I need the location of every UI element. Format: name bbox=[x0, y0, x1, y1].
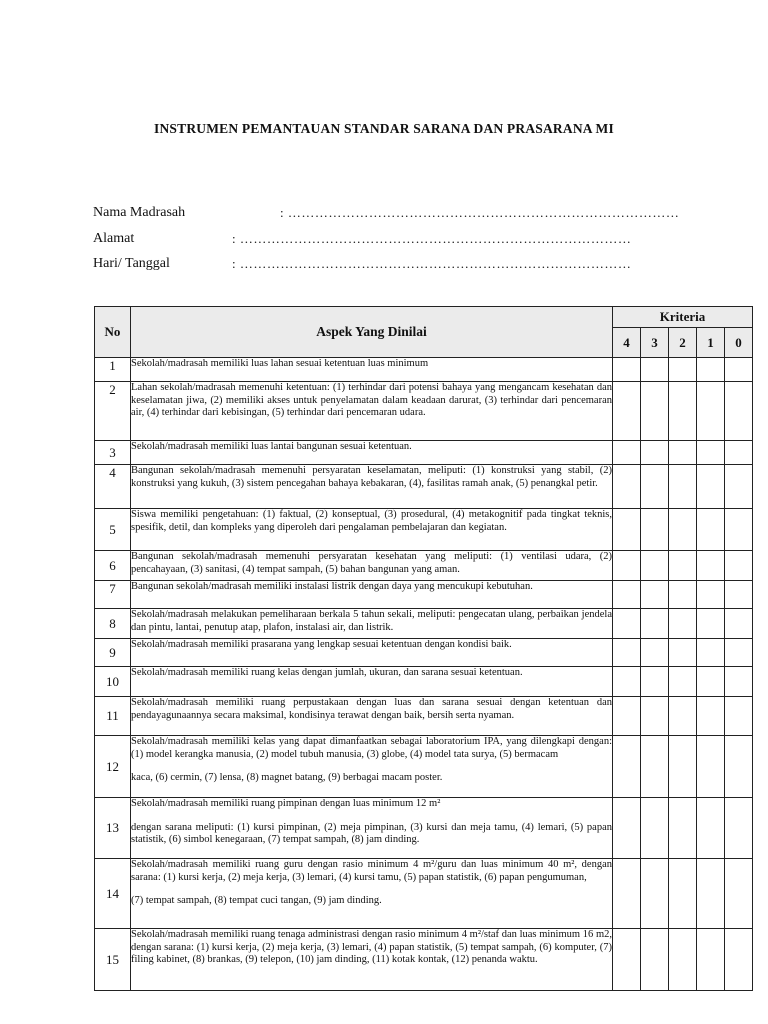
aspect-paragraph: Sekolah/madrasah memiliki luas lahan sesuai ketentuan luas minimum bbox=[131, 358, 429, 369]
field-label: Hari/ Tanggal bbox=[93, 256, 170, 271]
score-cell[interactable] bbox=[725, 509, 753, 551]
aspect-text bbox=[131, 509, 613, 551]
score-cell[interactable] bbox=[613, 382, 641, 441]
score-cell[interactable] bbox=[725, 798, 753, 859]
score-cell[interactable] bbox=[613, 465, 641, 509]
score-cell[interactable] bbox=[725, 441, 753, 465]
aspect-text bbox=[131, 697, 613, 736]
aspect-text bbox=[131, 609, 613, 639]
row-number: 6 bbox=[95, 551, 131, 581]
score-cell[interactable] bbox=[641, 551, 669, 581]
header-no: No bbox=[95, 307, 131, 358]
score-cell[interactable] bbox=[641, 798, 669, 859]
score-cell[interactable] bbox=[725, 581, 753, 609]
aspect-paragraph: (7) tempat sampah, (8) tempat cuci tangan, (9) jam dinding. bbox=[131, 895, 382, 906]
score-cell[interactable] bbox=[669, 667, 697, 697]
row-number: 10 bbox=[95, 667, 131, 697]
field-blank-line[interactable]: : …………………………………………………………………………… bbox=[232, 256, 632, 271]
aspect-text bbox=[131, 358, 613, 382]
score-cell[interactable] bbox=[697, 798, 725, 859]
score-cell[interactable] bbox=[697, 736, 725, 798]
aspect-text bbox=[131, 667, 613, 697]
field-label: Alamat bbox=[93, 231, 135, 246]
document-title: INSTRUMEN PEMANTAUAN STANDAR SARANA DAN PRASARANA MI bbox=[154, 121, 614, 136]
aspect-text bbox=[131, 798, 613, 859]
score-cell[interactable] bbox=[669, 798, 697, 859]
aspect-text bbox=[131, 736, 613, 798]
aspect-paragraph: kaca, (6) cermin, (7) lensa, (8) magnet batang, (9) berbagai macam poster. bbox=[131, 772, 443, 783]
aspect-paragraph: Sekolah/madrasah memiliki ruang tenaga administrasi dengan rasio minimum 4 m²/staf dan luas minimum 16 m2, dengan sarana: (1) kursi kerja, (2) meja kerja, (3) lemari, (4) papan statistik, (5) tempat sampah, (6) komputer, (7) filing kabinet, (8) brankas, (9) telepon, (10) jam dinding, (11) kotak kontak, (12) penanda waktu. bbox=[131, 929, 612, 965]
row-number: 9 bbox=[95, 639, 131, 667]
score-cell[interactable] bbox=[669, 736, 697, 798]
score-cell[interactable] bbox=[613, 736, 641, 798]
table-row bbox=[95, 697, 753, 736]
row-number: 12 bbox=[95, 736, 131, 798]
score-cell[interactable] bbox=[641, 581, 669, 609]
score-cell[interactable] bbox=[641, 465, 669, 509]
score-cell[interactable] bbox=[697, 358, 725, 382]
field-label: Nama Madrasah bbox=[93, 205, 186, 220]
score-cell[interactable] bbox=[697, 929, 725, 991]
row-number: 7 bbox=[95, 581, 131, 609]
header-kriteria-level: 4 bbox=[613, 328, 641, 358]
row-number: 15 bbox=[95, 929, 131, 991]
score-cell[interactable] bbox=[641, 859, 669, 929]
score-cell[interactable] bbox=[669, 581, 697, 609]
row-number: 4 bbox=[95, 465, 131, 509]
aspect-paragraph: Sekolah/madrasah memiliki ruang kelas dengan jumlah, ukuran, dan sarana sesuai ketentuan. bbox=[131, 667, 523, 678]
score-cell[interactable] bbox=[697, 581, 725, 609]
score-cell[interactable] bbox=[613, 509, 641, 551]
aspect-paragraph: Sekolah/madrasah memiliki kelas yang dapat dimanfaatkan sebagai laboratorium IPA, yang dilengkapi dengan: (1) model kerangka manusia, (2) model tubuh manusia, (3) globe, (4) model tata surya, (5) bermacam bbox=[131, 736, 612, 760]
score-cell[interactable] bbox=[613, 859, 641, 929]
score-cell[interactable] bbox=[697, 441, 725, 465]
score-cell[interactable] bbox=[697, 667, 725, 697]
header-kriteria-level: 2 bbox=[669, 328, 697, 358]
aspect-paragraph: Sekolah/madrasah memiliki prasarana yang lengkap sesuai ketentuan dengan kondisi baik. bbox=[131, 639, 512, 650]
row-number: 1 bbox=[95, 358, 131, 382]
table-row bbox=[95, 859, 753, 929]
row-number: 11 bbox=[95, 697, 131, 736]
score-cell[interactable] bbox=[697, 382, 725, 441]
score-cell[interactable] bbox=[669, 551, 697, 581]
score-cell[interactable] bbox=[641, 382, 669, 441]
score-cell[interactable] bbox=[669, 509, 697, 551]
score-cell[interactable] bbox=[641, 639, 669, 667]
table-row bbox=[95, 639, 753, 667]
aspect-text bbox=[131, 859, 613, 929]
score-cell[interactable] bbox=[641, 697, 669, 736]
table-row bbox=[95, 551, 753, 581]
aspect-paragraph: dengan sarana meliputi: (1) kursi pimpinan, (2) meja pimpinan, (3) kursi dan meja tamu, (4) lemari, (5) papan statistik, (6) simbol kenegaraan, (7) tempat sampah, (8) jam dinding. bbox=[131, 821, 612, 845]
row-number: 13 bbox=[95, 798, 131, 859]
header-kriteria-level: 1 bbox=[697, 328, 725, 358]
aspect-paragraph: Lahan sekolah/madrasah memenuhi ketentuan: (1) terhindar dari potensi bahaya yang mengancam kesehatan dan keselamatan jiwa, (2) memiliki akses untuk penyelamatan dalam keadaan darurat, (3) terhindar dari pencemaran air, (4) terhindar dari kebisingan, (5) terhindar dari pencemaran udara. bbox=[131, 382, 612, 418]
score-cell[interactable] bbox=[669, 382, 697, 441]
score-cell[interactable] bbox=[641, 667, 669, 697]
aspect-text bbox=[131, 639, 613, 667]
score-cell[interactable] bbox=[725, 697, 753, 736]
score-cell[interactable] bbox=[669, 697, 697, 736]
table-row bbox=[95, 581, 753, 609]
aspect-paragraph: Sekolah/madrasah memiliki ruang pimpinan dengan luas minimum 12 m² bbox=[131, 798, 441, 809]
aspect-paragraph: Sekolah/madrasah melakukan pemeliharaan berkala 5 tahun sekali, meliputi: pengecatan ulang, perbaikan jendela dan pintu, lantai, penutup atap, plafon, instalasi air, dan listrik. bbox=[131, 609, 612, 633]
score-cell[interactable] bbox=[613, 667, 641, 697]
score-cell[interactable] bbox=[725, 609, 753, 639]
assessment-table bbox=[94, 306, 753, 991]
table-row bbox=[95, 667, 753, 697]
aspect-paragraph: Sekolah/madrasah memiliki ruang guru dengan rasio minimum 4 m²/guru dan luas minimum 40 m², dengan sarana: (1) kursi kerja, (2) meja kerja, (3) lemari, (4) kursi tamu, (5) papan statistik, (6) papan pengumuman, bbox=[131, 859, 612, 883]
field-blank-line[interactable]: : …………………………………………………………………………… bbox=[232, 231, 632, 246]
score-cell[interactable] bbox=[669, 358, 697, 382]
aspect-text bbox=[131, 551, 613, 581]
score-cell[interactable] bbox=[641, 358, 669, 382]
table-row bbox=[95, 509, 753, 551]
score-cell[interactable] bbox=[697, 551, 725, 581]
field-blank-line[interactable]: : …………………………………………………………………………… bbox=[280, 205, 680, 220]
table-row bbox=[95, 465, 753, 509]
header-aspek: Aspek Yang Dinilai bbox=[131, 307, 613, 358]
aspect-text bbox=[131, 929, 613, 991]
table-row bbox=[95, 609, 753, 639]
row-number: 14 bbox=[95, 859, 131, 929]
score-cell[interactable] bbox=[613, 581, 641, 609]
score-cell[interactable] bbox=[669, 441, 697, 465]
score-cell[interactable] bbox=[613, 639, 641, 667]
score-cell[interactable] bbox=[725, 859, 753, 929]
aspect-text bbox=[131, 382, 613, 441]
aspect-paragraph: Siswa memiliki pengetahuan: (1) faktual, (2) konseptual, (3) prosedural, (4) metakognitif pada tingkat teknis, spesifik, detil, dan kompleks yang diperoleh dari pengalaman pembelajaran dan kegiatan. bbox=[131, 509, 612, 533]
score-cell[interactable] bbox=[641, 441, 669, 465]
score-cell[interactable] bbox=[725, 465, 753, 509]
score-cell[interactable] bbox=[697, 639, 725, 667]
table-row bbox=[95, 441, 753, 465]
aspect-paragraph: Sekolah/madrasah memiliki luas lantai bangunan sesuai ketentuan. bbox=[131, 441, 412, 452]
table-row bbox=[95, 736, 753, 798]
header-kriteria-level: 3 bbox=[641, 328, 669, 358]
score-cell[interactable] bbox=[669, 465, 697, 509]
score-cell[interactable] bbox=[641, 609, 669, 639]
score-cell[interactable] bbox=[641, 509, 669, 551]
row-number: 8 bbox=[95, 609, 131, 639]
aspect-text bbox=[131, 441, 613, 465]
field-hari-tanggal bbox=[93, 256, 632, 272]
score-cell[interactable] bbox=[725, 929, 753, 991]
aspect-paragraph: Bangunan sekolah/madrasah memenuhi persyaratan kesehatan yang meliputi: (1) ventilasi udara, (2) pencahayaan, (3) sanitasi, (4) tempat sampah, (5) bahan bangunan yang aman. bbox=[131, 551, 612, 575]
row-number: 2 bbox=[95, 382, 131, 441]
score-cell[interactable] bbox=[669, 929, 697, 991]
aspect-text bbox=[131, 581, 613, 609]
score-cell[interactable] bbox=[669, 609, 697, 639]
field-alamat bbox=[93, 231, 632, 247]
row-number: 3 bbox=[95, 441, 131, 465]
aspect-text bbox=[131, 465, 613, 509]
score-cell[interactable] bbox=[669, 639, 697, 667]
score-cell[interactable] bbox=[613, 609, 641, 639]
score-cell[interactable] bbox=[613, 358, 641, 382]
score-cell[interactable] bbox=[641, 929, 669, 991]
aspect-paragraph: Bangunan sekolah/madrasah memenuhi persyaratan keselamatan, meliputi: (1) konstruksi yang stabil, (2) konstruksi yang kukuh, (3) sistem pencegahan bahaya kebakaran, (4), fasilitas ramah anak, (5) penangkal petir. bbox=[131, 465, 612, 489]
score-cell[interactable] bbox=[669, 859, 697, 929]
score-cell[interactable] bbox=[641, 736, 669, 798]
score-cell[interactable] bbox=[613, 697, 641, 736]
score-cell[interactable] bbox=[725, 382, 753, 441]
table-row bbox=[95, 798, 753, 859]
score-cell[interactable] bbox=[697, 859, 725, 929]
table-row bbox=[95, 929, 753, 991]
score-cell[interactable] bbox=[613, 929, 641, 991]
score-cell[interactable] bbox=[613, 441, 641, 465]
score-cell[interactable] bbox=[725, 551, 753, 581]
score-cell[interactable] bbox=[697, 609, 725, 639]
field-nama-madrasah bbox=[93, 205, 680, 221]
score-cell[interactable] bbox=[725, 639, 753, 667]
score-cell[interactable] bbox=[697, 697, 725, 736]
score-cell[interactable] bbox=[725, 667, 753, 697]
header-kriteria-level: 0 bbox=[725, 328, 753, 358]
table-row bbox=[95, 358, 753, 382]
score-cell[interactable] bbox=[613, 551, 641, 581]
aspect-paragraph: Sekolah/madrasah memiliki ruang perpustakaan dengan luas dan sarana sesuai dengan ketentuan dan pendayagunaannya secara maksimal, kondisinya terawat dengan baik, bersih serta nyaman. bbox=[131, 697, 612, 721]
header-kriteria: Kriteria bbox=[613, 307, 753, 328]
row-number: 5 bbox=[95, 509, 131, 551]
score-cell[interactable] bbox=[725, 736, 753, 798]
table-row bbox=[95, 382, 753, 441]
score-cell[interactable] bbox=[697, 465, 725, 509]
score-cell[interactable] bbox=[613, 798, 641, 859]
score-cell[interactable] bbox=[697, 509, 725, 551]
score-cell[interactable] bbox=[725, 358, 753, 382]
aspect-paragraph: Bangunan sekolah/madrasah memiliki instalasi listrik dengan daya yang mencukupi kebutuhan. bbox=[131, 581, 533, 592]
